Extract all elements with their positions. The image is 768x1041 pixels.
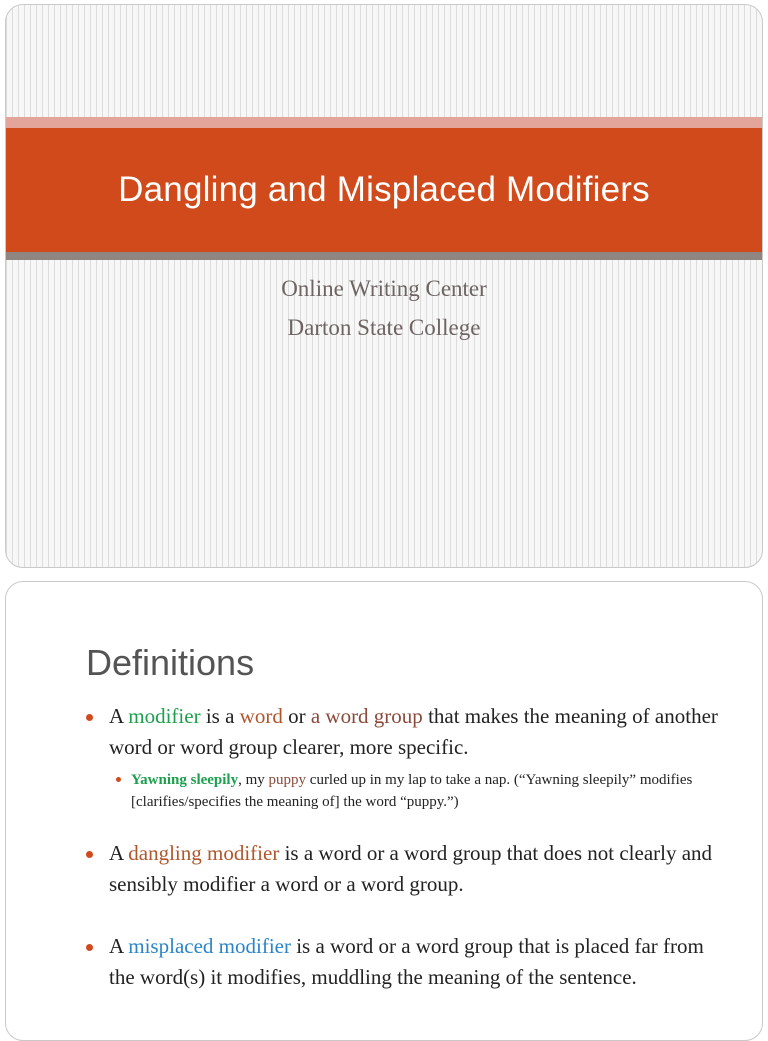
term-dangling-modifier: dangling modifier — [128, 841, 280, 865]
subtitle-organization: Online Writing Center — [281, 276, 487, 301]
bullet-text: A misplaced modifier is a word or a word group that is placed far from the word(s) it modifies, muddling the meaning of the sentence. — [109, 934, 704, 989]
bullet-dangling-definition — [86, 838, 726, 900]
term-modifier: modifier — [128, 704, 201, 728]
term-word: word — [239, 704, 283, 728]
slide-title: Dangling and Misplaced Modifiers — [118, 170, 650, 209]
example-modified-word: puppy — [268, 772, 307, 788]
title-bottom-stripe — [6, 252, 762, 260]
definitions-slide — [5, 581, 763, 1041]
subtitle-college: Darton State College — [287, 315, 481, 340]
title-slide — [5, 4, 763, 568]
bullet-text: A modifier is a word or a word group that makes the meaning of another word or word group clearer, more specific. — [109, 704, 718, 759]
term-word-group: a word group — [310, 704, 423, 728]
sub-bullet-example — [116, 769, 726, 813]
sub-bullet-text: Yawning sleepily, my puppy curled up in my lap to take a nap. (“Yawning sleepily” modifies [clarifies/specifies the meaning of] the word “puppy.”) — [131, 772, 693, 810]
bullet-misplaced-definition — [86, 931, 726, 993]
example-modifier: Yawning sleepily — [131, 772, 239, 788]
title-band — [6, 128, 762, 252]
term-misplaced-modifier: misplaced modifier — [128, 934, 291, 958]
bullet-dot-icon — [86, 851, 93, 858]
title-top-stripe — [6, 117, 762, 128]
bullet-dot-icon — [86, 714, 93, 721]
definitions-heading: Definitions — [86, 642, 255, 683]
bullet-dot-icon — [86, 944, 93, 951]
sub-bullet-dot-icon — [116, 777, 121, 782]
bullet-modifier-definition — [86, 701, 726, 763]
bullet-text: A dangling modifier is a word or a word group that does not clearly and sensibly modifier a word or a word group. — [109, 841, 713, 896]
